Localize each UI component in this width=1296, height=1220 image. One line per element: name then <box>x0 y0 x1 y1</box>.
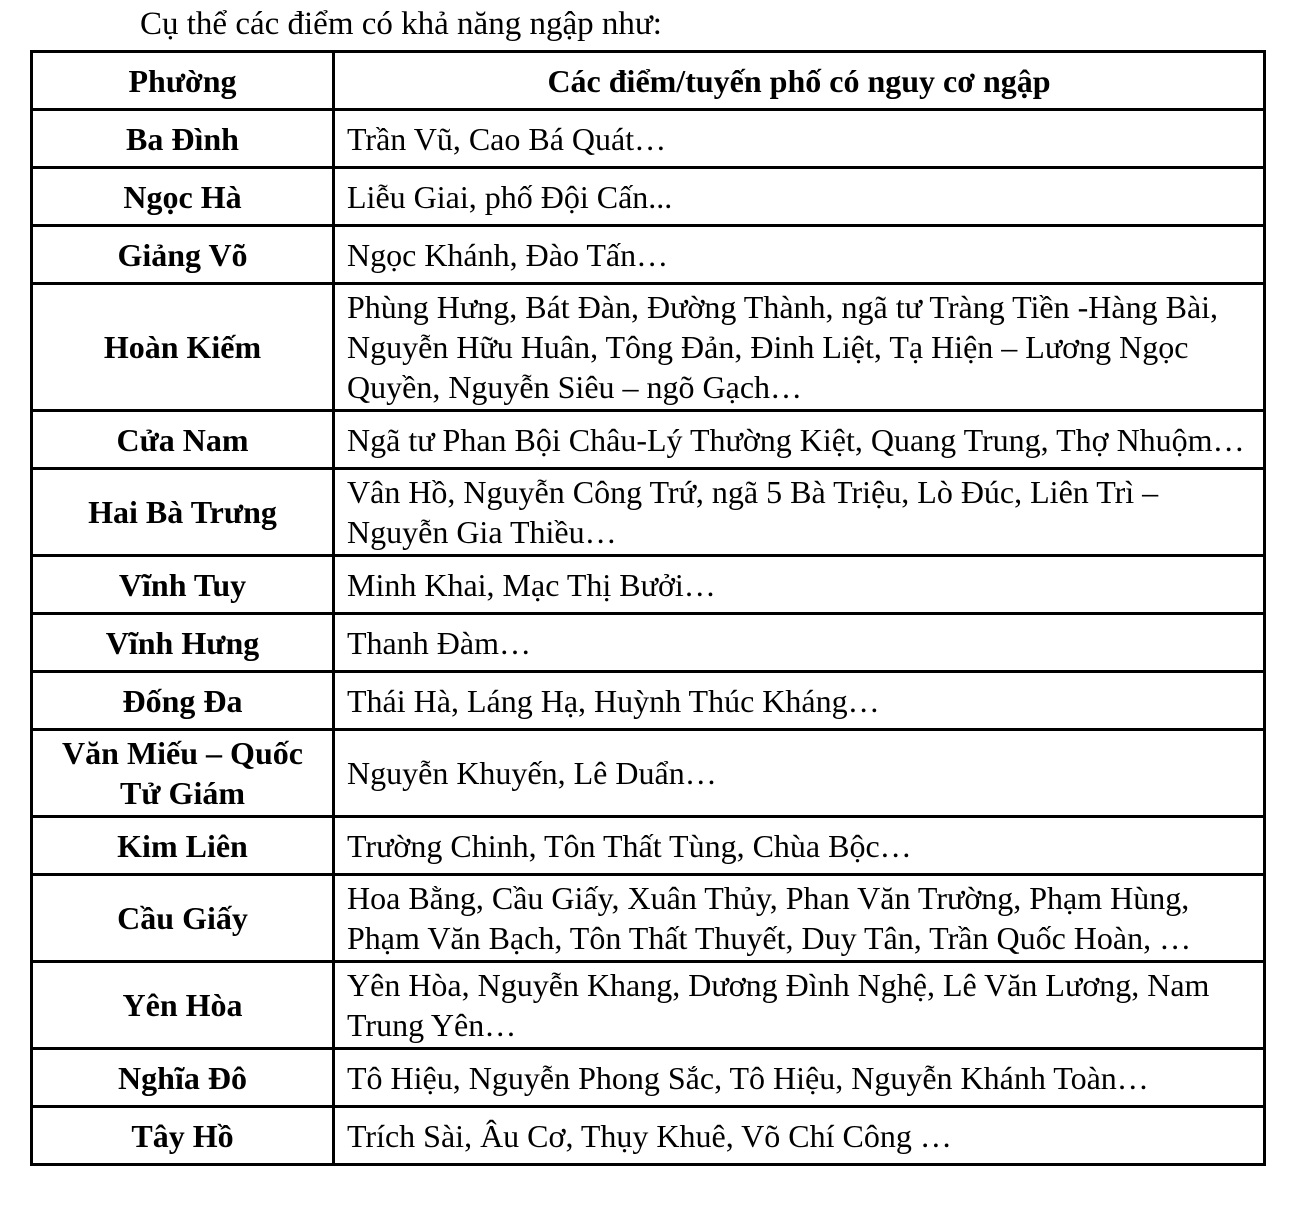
flood-points: Thanh Đàm… <box>334 614 1265 672</box>
table-header-row <box>32 52 1265 110</box>
ward-name: Nghĩa Đô <box>32 1049 334 1107</box>
flood-points: Nguyễn Khuyến, Lê Duẩn… <box>334 730 1265 817</box>
flood-points: Trần Vũ, Cao Bá Quát… <box>334 110 1265 168</box>
ward-name: Đống Đa <box>32 672 334 730</box>
column-header-points: Các điểm/tuyến phố có nguy cơ ngập <box>334 52 1265 110</box>
table-row <box>32 226 1265 284</box>
flood-points: Ngọc Khánh, Đào Tấn… <box>334 226 1265 284</box>
table-row <box>32 1107 1265 1165</box>
flood-points: Trích Sài, Âu Cơ, Thụy Khuê, Võ Chí Công … <box>334 1107 1265 1165</box>
ward-name: Giảng Võ <box>32 226 334 284</box>
flood-points: Minh Khai, Mạc Thị Bưởi… <box>334 556 1265 614</box>
column-header-ward: Phường <box>32 52 334 110</box>
ward-name: Văn Miếu – Quốc Tử Giám <box>32 730 334 817</box>
ward-name: Ba Đình <box>32 110 334 168</box>
table-row <box>32 411 1265 469</box>
flood-points: Yên Hòa, Nguyễn Khang, Dương Đình Nghệ, Lê Văn Lương, Nam Trung Yên… <box>334 962 1265 1049</box>
flood-points: Hoa Bằng, Cầu Giấy, Xuân Thủy, Phan Văn Trường, Phạm Hùng, Phạm Văn Bạch, Tôn Thất Thuyết, Duy Tân, Trần Quốc Hoàn, … <box>334 875 1265 962</box>
ward-name: Kim Liên <box>32 817 334 875</box>
table-row <box>32 556 1265 614</box>
ward-name: Cửa Nam <box>32 411 334 469</box>
table-row <box>32 110 1265 168</box>
table-row <box>32 614 1265 672</box>
ward-name: Hai Bà Trưng <box>32 469 334 556</box>
ward-name: Hoàn Kiếm <box>32 284 334 411</box>
flood-points: Phùng Hưng, Bát Đàn, Đường Thành, ngã tư Tràng Tiền -Hàng Bài, Nguyễn Hữu Huân, Tông Đản, Đinh Liệt, Tạ Hiện – Lương Ngọc Quyền, Nguyễn Siêu – ngõ Gạch… <box>334 284 1265 411</box>
table-row <box>32 730 1265 817</box>
flood-points: Thái Hà, Láng Hạ, Huỳnh Thúc Kháng… <box>334 672 1265 730</box>
table-row <box>32 875 1265 962</box>
table-row <box>32 469 1265 556</box>
ward-name: Yên Hòa <box>32 962 334 1049</box>
table-row <box>32 672 1265 730</box>
flood-points: Trường Chinh, Tôn Thất Tùng, Chùa Bộc… <box>334 817 1265 875</box>
table-row <box>32 962 1265 1049</box>
ward-name: Vĩnh Tuy <box>32 556 334 614</box>
flood-points: Liễu Giai, phố Đội Cấn... <box>334 168 1265 226</box>
table-row <box>32 817 1265 875</box>
table-row <box>32 1049 1265 1107</box>
ward-name: Vĩnh Hưng <box>32 614 334 672</box>
ward-name: Tây Hồ <box>32 1107 334 1165</box>
flood-points: Tô Hiệu, Nguyễn Phong Sắc, Tô Hiệu, Nguyễn Khánh Toàn… <box>334 1049 1265 1107</box>
page-title: Cụ thể các điểm có khả năng ngập như: <box>140 6 662 42</box>
flood-risk-table <box>30 50 1266 1166</box>
flood-points: Vân Hồ, Nguyễn Công Trứ, ngã 5 Bà Triệu, Lò Đúc, Liên Trì – Nguyễn Gia Thiều… <box>334 469 1265 556</box>
flood-points: Ngã tư Phan Bội Châu-Lý Thường Kiệt, Quang Trung, Thợ Nhuộm… <box>334 411 1265 469</box>
table-row <box>32 284 1265 411</box>
ward-name: Ngọc Hà <box>32 168 334 226</box>
ward-name: Cầu Giấy <box>32 875 334 962</box>
table-row <box>32 168 1265 226</box>
